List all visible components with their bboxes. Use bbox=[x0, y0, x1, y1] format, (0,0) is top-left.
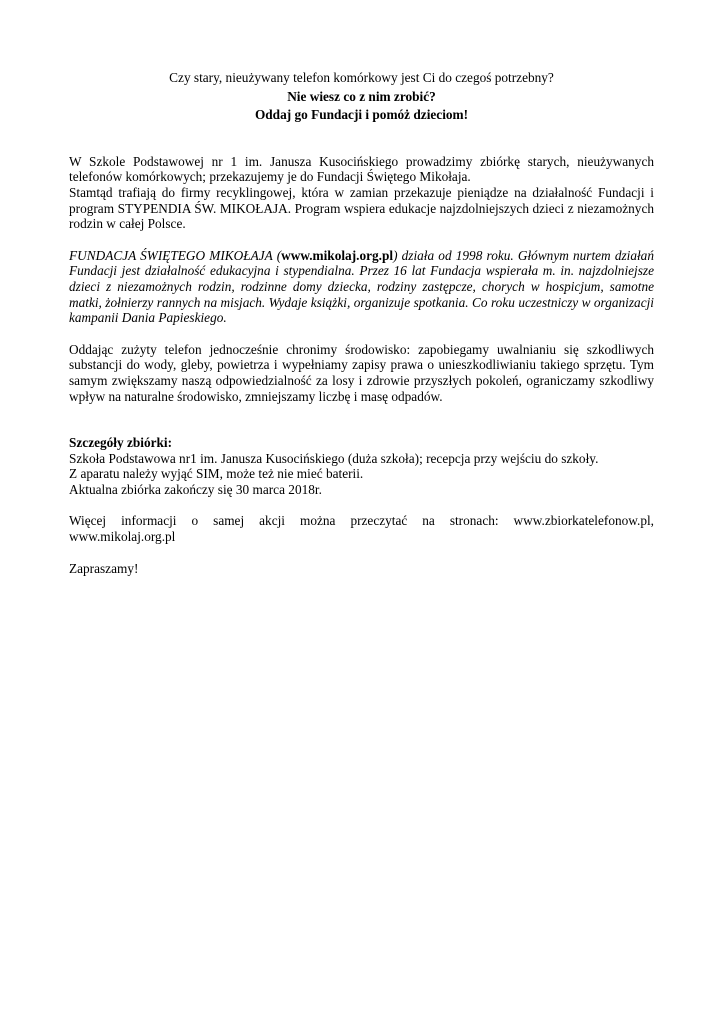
header-question: Czy stary, nieużywany telefon komórkowy jest Ci do czegoś potrzebny? bbox=[169, 70, 554, 85]
foundation-description: ) działa od 1998 roku. Głównym nurtem działań Fundacji jest działalność edukacyjna i stypendialna. Przez 16 lat Fundacja wspierała m. in. najzdolniejsze dzieci z niezamożnych rodzin, rodzinne domy dziecka, rodziny zastępcze, chorych w hospicjum, samotne matki, żołnierzy rannych na misjach. Wydaje książki, organizuje spotkania. Co roku uczestniczy w organizacji kampanii Dania Papieskiego. bbox=[69, 247, 654, 326]
intro-paragraph-2: Stamtąd trafiają do firmy recyklingowej, która w zamian przekazuje pieniądze na działalność Fundacji i program STYPENDIA ŚW. MIKOŁAJA. Program wspiera edukacje najzdolniejszych dzieci z niezamożnych rodzin w całej Polsce. bbox=[69, 184, 654, 232]
header-subtitle: Nie wiesz co z nim zrobić? bbox=[287, 88, 436, 104]
foundation-name: FUNDACJA ŚWIĘTEGO MIKOŁAJA ( bbox=[69, 247, 282, 263]
details-end-date: Aktualna zbiórka zakończy się 30 marca 2018r. bbox=[69, 481, 322, 497]
foundation-link[interactable]: www.mikolaj.org.pl bbox=[281, 247, 394, 263]
more-info-paragraph: Więcej informacji o samej akcji można przeczytać na stronach: www.zbiorkatelefonow.pl, www.mikolaj.org.pl bbox=[69, 513, 654, 545]
intro-paragraph-1: W Szkole Podstawowej nr 1 im. Janusza Kusocińskiego prowadzimy zbiórkę starych, nieużywanych telefonów komórkowych; przekazujemy je do Fundacji Świętego Mikołaja. bbox=[69, 153, 654, 185]
details-location: Szkoła Podstawowa nr1 im. Janusza Kusocińskiego (duża szkoła); recepcja przy wejściu do szkoły. bbox=[69, 450, 599, 466]
foundation-paragraph bbox=[69, 248, 654, 326]
header-call-to-action: Oddaj go Fundacji i pomóż dzieciom! bbox=[254, 107, 469, 123]
details-sim-note: Z aparatu należy wyjąć SIM, może też nie mieć baterii. bbox=[69, 466, 364, 482]
details-heading: Szczegóły zbiórki: bbox=[69, 435, 173, 451]
closing-text: Zapraszamy! bbox=[69, 560, 139, 576]
environment-paragraph: Oddając zużyty telefon jednocześnie chronimy środowisko: zapobiegamy uwalnianiu się szkodliwych substancji do wody, gleby, powietrza i wypełniamy zapisy prawa o unieszkodliwianiu takiego sprzętu. Tym samym zwiększamy naszą odpowiedzialność za losy i zdrowie przyszłych pokoleń, ograniczamy szkodliwy wpływ na naturalne środowisko, zmniejszamy liczbę i masę odpadów. bbox=[69, 341, 654, 404]
document-page bbox=[69, 70, 654, 576]
